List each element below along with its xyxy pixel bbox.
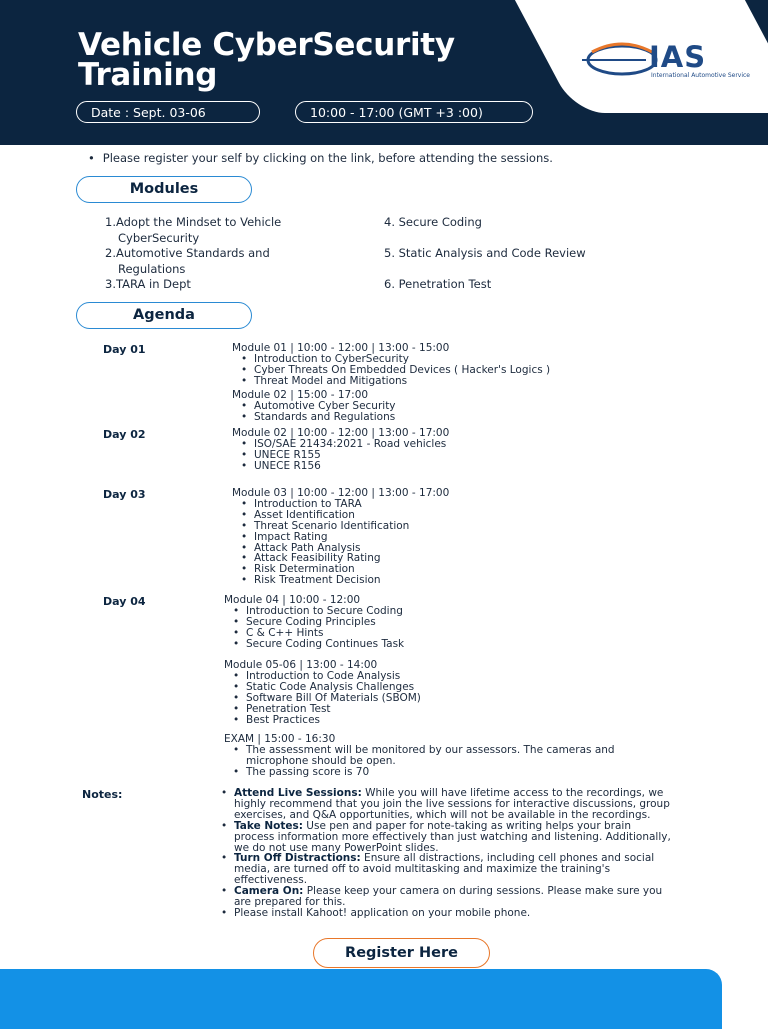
- agenda-block: [232, 343, 550, 387]
- module-item-2-line2: Regulations: [118, 262, 186, 276]
- agenda-block: [232, 488, 449, 586]
- day-label: Day 01: [103, 343, 146, 356]
- block-title: Module 04 | 10:00 - 12:00: [224, 594, 361, 606]
- note-item: [234, 853, 674, 886]
- list-item: • Threat Scenario Identification: [254, 521, 449, 532]
- page-title: [78, 27, 455, 93]
- list-item: • Risk Determination: [254, 564, 449, 575]
- footer-bar: [0, 969, 722, 1029]
- list-item: • Threat Model and Mitigations: [254, 376, 550, 387]
- agenda-block: [232, 428, 449, 472]
- note-item-text: Please keep your camera on during sessions. Please make sure you are prepared for this.: [234, 885, 663, 909]
- list-item: • Asset Identification: [254, 510, 449, 521]
- list-item: • Attack Path Analysis: [254, 543, 449, 554]
- list-item: • Secure Coding Continues Task: [246, 639, 404, 650]
- module-item-1: [105, 214, 281, 246]
- module-item-6: 6. Penetration Test: [384, 277, 492, 291]
- note-item-text: While you will have lifetime access to the recordings, we highly recommend that you join the live sessions for interactive discussions, group exercises, and Q&A opportunities, which will not be available in the recordings.: [234, 787, 670, 821]
- note-item-bold: Turn Off Distractions:: [234, 852, 361, 865]
- note-item-text: Ensure all distractions, including cell phones and social media, are turned off to avoid multitasking and maximize the training's effectiveness.: [234, 852, 655, 887]
- logo-subtitle: International Automotive Service: [651, 72, 750, 79]
- logo-text: IAS: [649, 40, 707, 74]
- time-pill: 10:00 - 17:00 (GMT +3 :00): [295, 101, 533, 123]
- notes-label: Notes:: [82, 788, 123, 801]
- block-title: Module 02 | 10:00 - 12:00 | 13:00 - 17:00: [232, 427, 450, 439]
- agenda-block: [224, 660, 421, 725]
- list-item: • Cyber Threats On Embedded Devices ( Hacker's Logics ): [254, 365, 550, 376]
- list-item: • Attack Feasibility Rating: [254, 553, 449, 564]
- block-title: Module 05-06 | 13:00 - 14:00: [224, 659, 378, 671]
- note-item-bold: Camera On:: [234, 885, 304, 898]
- module-item-5: 5. Static Analysis and Code Review: [384, 246, 586, 260]
- note-item-bold: Attend Live Sessions:: [234, 787, 362, 799]
- list-item: • Static Code Analysis Challenges: [246, 682, 421, 693]
- note-item: [234, 886, 674, 908]
- block-title: Module 02 | 15:00 - 17:00: [232, 389, 369, 401]
- module-item-2: [105, 245, 270, 277]
- module-item-2-line1: 2.Automotive Standards and: [105, 246, 270, 260]
- note-item: [234, 908, 674, 919]
- note-item-text: Please install Kahoot! application on your mobile phone.: [234, 906, 531, 919]
- agenda-block: [232, 390, 396, 423]
- register-button[interactable]: Register Here: [313, 938, 490, 968]
- list-item: • Introduction to Code Analysis: [246, 671, 421, 682]
- list-item: • Software Bill Of Materials (SBOM): [246, 693, 421, 704]
- agenda-block: [224, 595, 404, 650]
- list-item: • Introduction to TARA: [254, 499, 449, 510]
- block-title: Module 01 | 10:00 - 12:00 | 13:00 - 15:00: [232, 342, 450, 354]
- agenda-heading: Agenda: [76, 302, 252, 329]
- note-item: [234, 788, 674, 821]
- list-item: • Standards and Regulations: [254, 412, 396, 423]
- title-line-1: Vehicle CyberSecurity: [78, 27, 455, 63]
- list-item: • Automotive Cyber Security: [254, 401, 396, 412]
- day-label: Day 03: [103, 488, 146, 501]
- list-item: • C & C++ Hints: [246, 628, 404, 639]
- list-item: • Introduction to CyberSecurity: [254, 354, 550, 365]
- date-pill: Date : Sept. 03-06: [76, 101, 260, 123]
- notes-list: [234, 788, 674, 919]
- module-item-1-line2: CyberSecurity: [118, 231, 200, 245]
- list-item: • Risk Treatment Decision: [254, 575, 449, 586]
- day-label: Day 04: [103, 595, 146, 608]
- day-label: Day 02: [103, 428, 146, 441]
- agenda-block: [224, 734, 674, 778]
- module-item-1-line1: 1.Adopt the Mindset to Vehicle: [105, 215, 282, 229]
- list-item: • The passing score is 70: [246, 767, 674, 778]
- list-item: • UNECE R156: [254, 461, 449, 472]
- list-item: • Introduction to Secure Coding: [246, 606, 404, 617]
- list-item: • Impact Rating: [254, 532, 449, 543]
- note-item-bold: Take Notes:: [234, 819, 303, 832]
- block-title: Module 03 | 10:00 - 12:00 | 13:00 - 17:00: [232, 487, 450, 499]
- title-line-2: Training: [78, 57, 218, 93]
- list-item: • UNECE R155: [254, 450, 449, 461]
- block-title: EXAM | 15:00 - 16:30: [224, 733, 336, 745]
- module-item-4: 4. Secure Coding: [384, 215, 482, 229]
- note-item-text: Use pen and paper for note-taking as writing helps your brain process information more effectively than just watching and listening. Additionally, we do not use many PowerPoint slides.: [234, 819, 671, 854]
- list-item: • The assessment will be monitored by our assessors. The cameras and microphone should be open.: [246, 745, 674, 767]
- list-item: • Secure Coding Principles: [246, 617, 404, 628]
- note-item: [234, 821, 674, 854]
- list-item: • Best Practices: [246, 715, 421, 726]
- list-item: • ISO/SAE 21434:2021 - Road vehicles: [254, 439, 449, 450]
- module-item-3: 3.TARA in Dept: [105, 277, 191, 291]
- list-item: • Penetration Test: [246, 704, 421, 715]
- register-note: • Please register your self by clicking on the link, before attending the sessions.: [88, 151, 553, 165]
- modules-heading: Modules: [76, 176, 252, 203]
